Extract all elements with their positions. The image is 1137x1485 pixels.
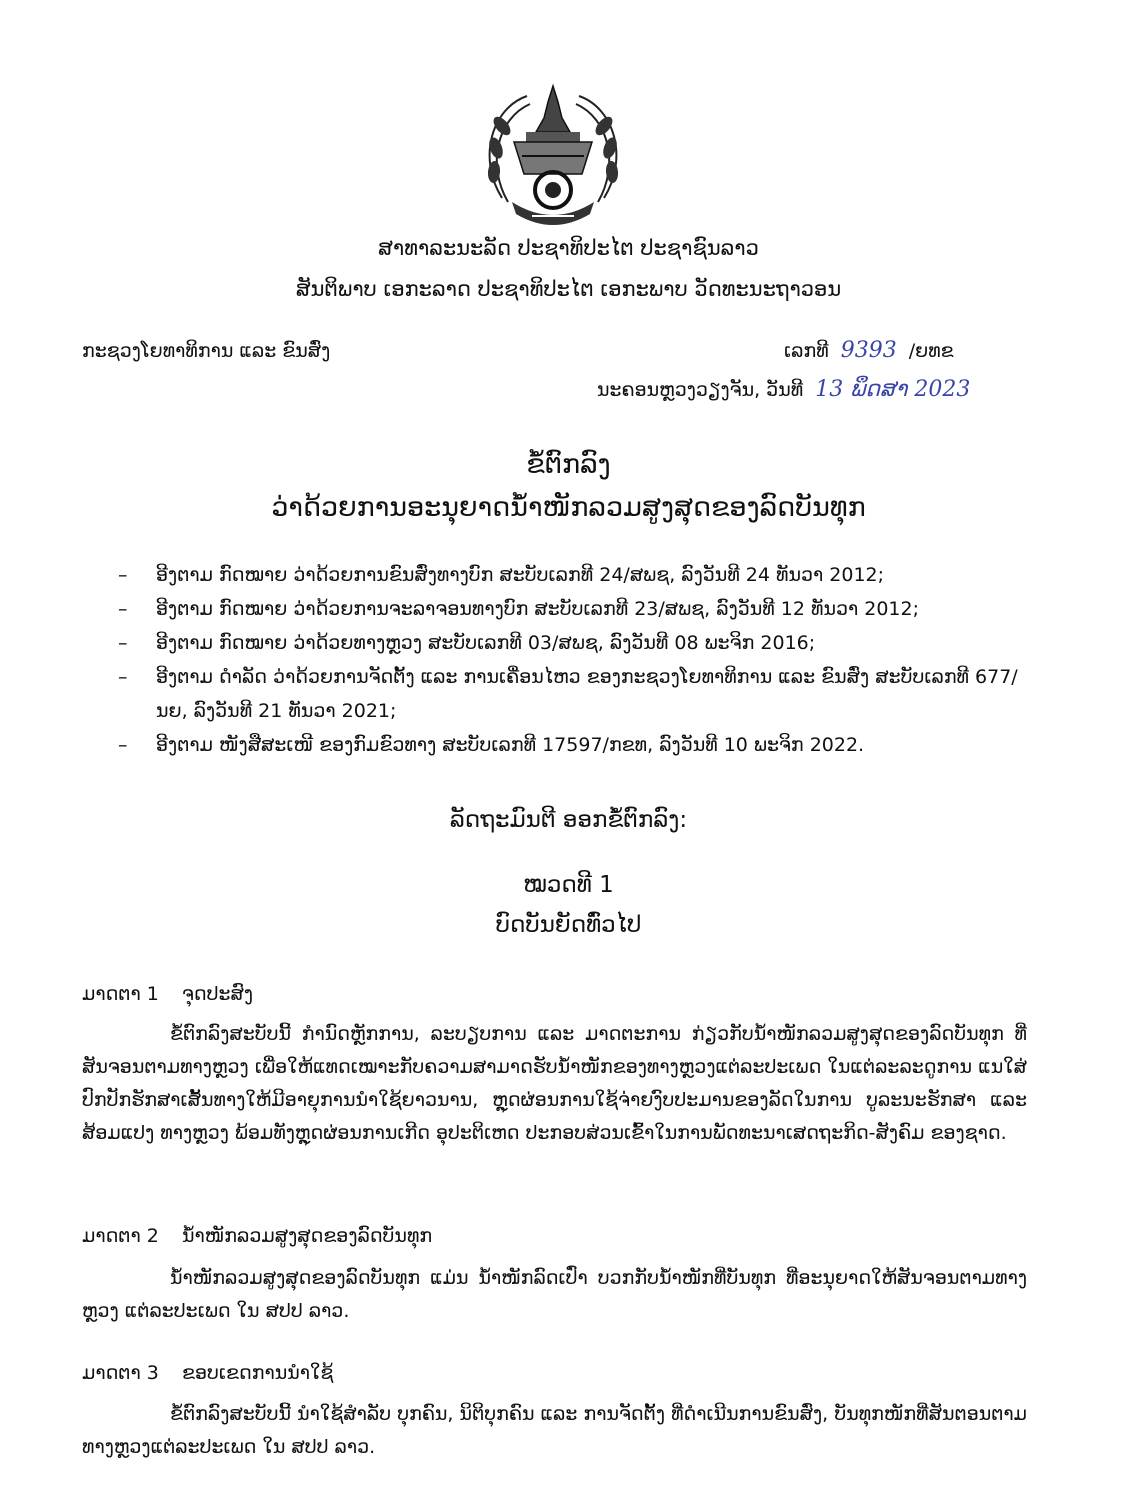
reference-item [118,558,1038,592]
reference-text: ອີງຕາມ ດຳລັດ ວ່າດ້ວຍການຈັດຕັ້ງ ແລະ ການເຄື່ອນໄຫວ ຂອງກະຊວງໂຍທາທິການ ແລະ ຂົນສົ່ງ ສະບັບເລກທີ 677/ນຍ, ລົງວັນທີ 21 ທັນວາ 2021; [156,666,1018,722]
article-title: ຈຸດປະສົງ [182,983,254,1005]
reference-text: ອີງຕາມ ໜັງສືສະເໜີ ຂອງກົມຂົວທາງ ສະບັບເລກທີ 17597/ກຂທ, ລົງວັນທີ 10 ພະຈິກ 2022. [156,734,865,756]
article-title: ນ້ຳໜັກລວມສູງສຸດຂອງລົດບັນທຸກ [182,1225,433,1247]
decision-statement: ລັດຖະມົນຕີ ອອກຂໍ້ຕົກລົງ: [449,807,688,833]
reference-item [118,626,1038,660]
chapter-title: ບົດບັນຍັດທົ່ວໄປ [495,912,642,938]
reference-text: ອີງຕາມ ກົດໝາຍ ວ່າດ້ວຍການຈະລາຈອນທາງບົກ ສະບັບເລກທີ 23/ສພຊ, ລົງວັນທີ 12 ທັນວາ 2012; [156,598,920,620]
reference-item [118,660,1038,728]
article-heading [82,983,253,1005]
article-number: ມາດຕາ 3 [82,1362,159,1384]
country-name: ສາທາລະນະລັດ ປະຊາທິປະໄຕ ປະຊາຊົນລາວ [378,236,759,260]
article-body: ຂໍ້ຕົກລົງສະບັບນີ້ ກຳນົດຫຼັກການ, ລະບຽບການ ແລະ ມາດຕະການ ກ່ຽວກັບນ້ຳໜັກລວມສູງສຸດຂອງລົດບັນທຸກ ທີ່ສັນຈອນຕາມທາງຫຼວງ ເພື່ອໃຫ້ແທດເໝາະກັບຄວາມສາມາດຮັບນ້ຳໜັກຂອງທາງຫຼວງແຕ່ລະປະເພດ ໃນແຕ່ລະລະດູການ ແນໃສ່ປົກປັກຮັກສາເສັ້ນທາງໃຫ້ມີອາຍຸການນຳໃຊ້ຍາວນານ, ຫຼຸດຜ່ອນການໃຊ້ຈ່າຍງົບປະມານຂອງລັດໃນການ ບູລະນະຮັກສາ ແລະ ສ້ອມແປງ ທາງຫຼວງ ພ້ອມທັງຫຼຸດຜ່ອນການເກີດ ອຸປະຕິເຫດ ປະກອບສ່ວນເຂົ້າໃນການພັດທະນາເສດຖະກິດ-ສັງຄົມ ຂອງຊາດ. [82,1023,1027,1144]
document-date: 13 ພຶດສາ 2023 [815,377,971,402]
reference-dash: – [118,564,128,586]
document-title: ຂໍ້ຕົກລົງ [526,449,611,480]
national-motto: ສັນຕິພາບ ເອກະລາດ ປະຊາທິປະໄຕ ເອກະພາບ ວັດທະນະຖາວອນ [295,277,842,301]
document-number: 9393 [840,338,897,363]
number-suffix: /ຍທຂ [908,340,954,362]
article-number: ມາດຕາ 2 [82,1225,159,1247]
ministry-name: ກະຊວງໂຍທາທິການ ແລະ ຂົນສົ່ງ [82,340,331,362]
date-label: ນະຄອນຫຼວງວຽງຈັນ, ວັນທີ [597,379,804,401]
reference-item [118,592,1038,626]
reference-dash: – [118,734,128,756]
reference-dash: – [118,666,128,688]
document-date-line [597,377,976,402]
legal-references [118,558,1038,762]
chapter-number: ໝວດທີ 1 [523,872,614,898]
reference-dash: – [118,632,128,654]
article-number: ມາດຕາ 1 [82,983,159,1005]
article-body: ຂໍ້ຕົກລົງສະບັບນີ້ ນຳໃຊ້ສຳລັບ ບຸກຄົນ, ນິຕິບຸກຄົນ ແລະ ການຈັດຕັ້ງ ທີ່ດຳເນີນການຂົນສົ່ງ, ບັນທຸກໜັກທີ່ສັນຕອນຕາມທາງຫຼວງແຕ່ລະປະເພດ ໃນ ສປປ ລາວ. [82,1403,1027,1458]
article-title: ຂອບເຂດການນຳໃຊ້ [182,1362,334,1384]
article-heading [82,1225,432,1247]
reference-text: ອີງຕາມ ກົດໝາຍ ວ່າດ້ວຍການຂົນສົ່ງທາງບົກ ສະບັບເລກທີ 24/ສພຊ, ລົງວັນທີ 24 ທັນວາ 2012; [156,564,885,586]
document-number-line [784,338,954,363]
article-heading [82,1362,333,1384]
national-emblem-icon [482,78,624,234]
reference-dash: – [118,598,128,620]
number-label: ເລກທີ [784,340,829,362]
article-body: ນ້ຳໜັກລວມສູງສຸດຂອງລົດບັນທຸກ ແມ່ນ ນ້ຳໜັກລົດເປົ່າ ບວກກັບນ້ຳໜັກທີ່ບັນທຸກ ທີ່ອະນຸຍາດໃຫ້ສັນຈອນຕາມທາງຫຼວງ ແຕ່ລະປະເພດ ໃນ ສປປ ລາວ. [82,1267,1027,1322]
document-subtitle: ວ່າດ້ວຍການອະນຸຍາດນ້ຳໜັກລວມສູງສຸດຂອງລົດບັນທຸກ [271,492,866,523]
reference-item [118,728,1038,762]
reference-text: ອີງຕາມ ກົດໝາຍ ວ່າດ້ວຍທາງຫຼວງ ສະບັບເລກທີ 03/ສພຊ, ລົງວັນທີ 08 ພະຈິກ 2016; [156,632,816,654]
